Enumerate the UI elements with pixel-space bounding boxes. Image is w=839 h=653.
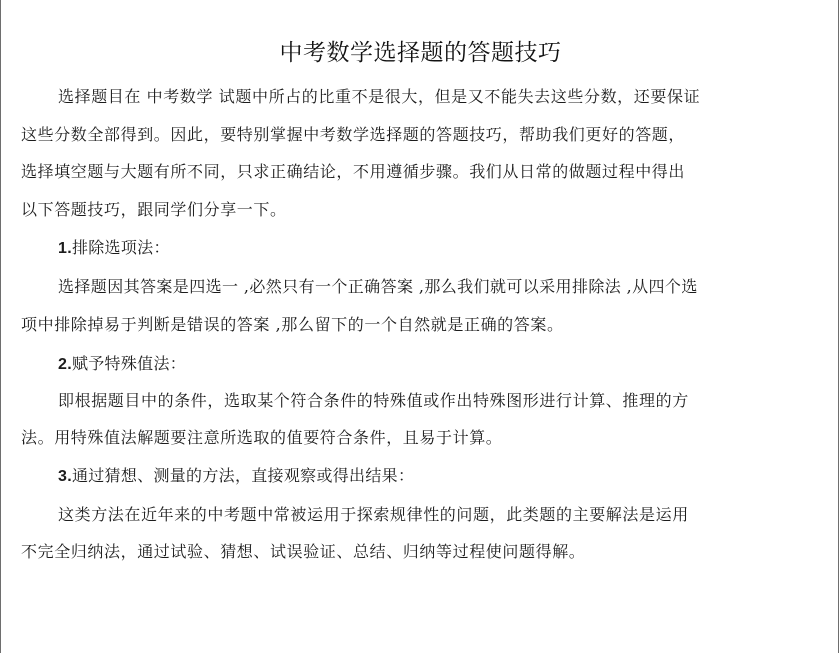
section-1-heading-text: 排除选项法： xyxy=(71,238,170,257)
intro-line-2: 这些分数全部得到。因此，要特别掌握中考数学选择题的答题技巧，帮助我们更好的答题， xyxy=(21,125,686,144)
document-title: 中考数学选择题的答题技巧 xyxy=(279,40,562,66)
section-1-line-1: 选择题因其答案是四选一 ,必然只有一个正确答案 ,那么我们就可以采用排除法 ,从四个选 xyxy=(58,277,698,296)
section-2-line-2: 法。用特殊值法解题要注意所选取的值要符合条件，且易于计算。 xyxy=(21,428,503,447)
section-2-number: 2. xyxy=(58,356,72,373)
section-2-line-1: 即根据题目中的条件，选取某个符合条件的特殊值或作出特殊图形进行计算、推理的方 xyxy=(58,391,689,410)
section-3-line-1: 这类方法在近年来的中考题中常被运用于探索规律性的问题，此类题的主要解法是运用 xyxy=(58,505,689,524)
intro-line-4: 以下答题技巧，跟同学们分享一下。 xyxy=(21,200,287,219)
section-3-number: 3. xyxy=(58,468,72,485)
section-3-heading xyxy=(58,466,414,487)
intro-line-3: 选择填空题与大题有所不同，只求正确结论，不用遵循步骤。我们从日常的做题过程中得出 xyxy=(21,162,686,181)
intro-line-1: 选择题目在 中考数学 试题中所占的比重不是很大，但是又不能失去这些分数，还要保证 xyxy=(58,87,701,106)
section-2-heading xyxy=(58,354,186,375)
section-1-number: 1. xyxy=(58,240,72,257)
section-1-heading xyxy=(58,238,170,259)
section-1-line-2: 项中排除掉易于判断是错误的答案 ,那么留下的一个自然就是正确的答案。 xyxy=(21,315,564,334)
section-2-heading-text: 赋予特殊值法： xyxy=(71,354,187,373)
section-3-line-2: 不完全归纳法，通过试验、猜想、试误验证、总结、归纳等过程使问题得解。 xyxy=(21,542,586,561)
section-3-heading-text: 通过猜想、测量的方法，直接观察或得出结果： xyxy=(71,466,415,485)
